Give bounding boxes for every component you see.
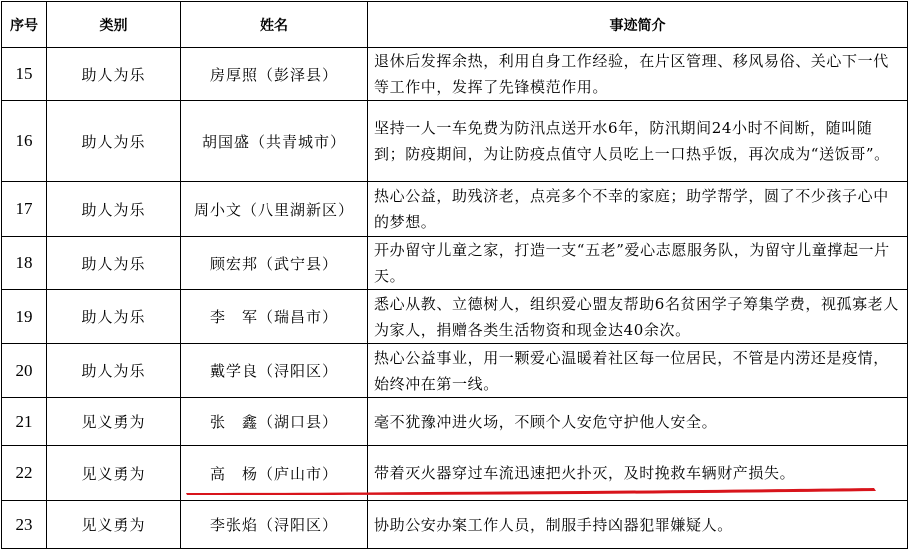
table-header-row bbox=[2, 2, 908, 48]
red-underline-annotation bbox=[184, 482, 880, 504]
table-row bbox=[2, 101, 908, 182]
row-number: 18 bbox=[2, 237, 47, 290]
row-deeds: 坚持一人一车免费为防汛点送开水6年，防汛期间24小时不间断，随叫随到；防疫期间，为让防疫点值守人员吃上一口热乎饭，再次成为“送饭哥”。 bbox=[368, 101, 908, 182]
header-name: 姓名 bbox=[181, 2, 368, 48]
row-name: 胡国盛（共青城市） bbox=[181, 101, 368, 182]
row-category: 见义勇为 bbox=[47, 446, 181, 501]
row-name: 张 鑫（湖口县） bbox=[181, 398, 368, 446]
table-row bbox=[2, 182, 908, 237]
row-name: 戴学良（浔阳区） bbox=[181, 344, 368, 398]
row-deeds: 开办留守儿童之家，打造一支“五老”爱心志愿服务队，为留守儿童撑起一片天。 bbox=[368, 237, 908, 290]
row-category: 助人为乐 bbox=[47, 101, 181, 182]
header-category: 类别 bbox=[47, 2, 181, 48]
table-row bbox=[2, 290, 908, 344]
row-category: 助人为乐 bbox=[47, 182, 181, 237]
row-category: 见义勇为 bbox=[47, 398, 181, 446]
table-row bbox=[2, 237, 908, 290]
row-number: 23 bbox=[2, 501, 47, 549]
row-name: 高 杨（庐山市） bbox=[181, 446, 368, 501]
deeds-table-container bbox=[1, 1, 908, 549]
row-category: 助人为乐 bbox=[47, 290, 181, 344]
row-deeds: 悉心从教、立德树人，组织爱心盟友帮助6名贫困学子筹集学费，视孤寡老人为家人，捐赠各类生活物资和现金达40余次。 bbox=[368, 290, 908, 344]
table-row bbox=[2, 48, 908, 101]
row-number: 17 bbox=[2, 182, 47, 237]
row-number: 15 bbox=[2, 48, 47, 101]
row-name: 李张焰（浔阳区） bbox=[181, 501, 368, 549]
row-name: 房厚照（彭泽县） bbox=[181, 48, 368, 101]
table-row bbox=[2, 398, 908, 446]
row-number: 21 bbox=[2, 398, 47, 446]
table-row bbox=[2, 344, 908, 398]
row-deeds: 协助公安办案工作人员，制服手持凶器犯罪嫌疑人。 bbox=[368, 501, 908, 549]
row-category: 助人为乐 bbox=[47, 344, 181, 398]
row-number: 20 bbox=[2, 344, 47, 398]
row-name: 顾宏邦（武宁县） bbox=[181, 237, 368, 290]
row-name: 李 军（瑞昌市） bbox=[181, 290, 368, 344]
row-number: 19 bbox=[2, 290, 47, 344]
row-deeds: 热心公益事业，用一颗爱心温暖着社区每一位居民，不管是内涝还是疫情，始终冲在第一线。 bbox=[368, 344, 908, 398]
row-deeds: 带着灭火器穿过车流迅速把火扑灭，及时挽救车辆财产损失。 bbox=[368, 446, 908, 501]
row-deeds: 热心公益，助残济老，点亮多个不幸的家庭；助学帮学，圆了不少孩子心中的梦想。 bbox=[368, 182, 908, 237]
row-number: 22 bbox=[2, 446, 47, 501]
row-category: 助人为乐 bbox=[47, 237, 181, 290]
header-no: 序号 bbox=[2, 2, 47, 48]
row-category: 助人为乐 bbox=[47, 48, 181, 101]
row-name: 周小文（八里湖新区） bbox=[181, 182, 368, 237]
deeds-table bbox=[1, 1, 908, 549]
row-deeds: 退休后发挥余热，利用自身工作经验，在片区管理、移风易俗、关心下一代等工作中，发挥了先锋模范作用。 bbox=[368, 48, 908, 101]
header-deeds: 事迹简介 bbox=[368, 2, 908, 48]
row-number: 16 bbox=[2, 101, 47, 182]
row-category: 见义勇为 bbox=[47, 501, 181, 549]
table-row bbox=[2, 501, 908, 549]
row-deeds: 毫不犹豫冲进火场，不顾个人安危守护他人安全。 bbox=[368, 398, 908, 446]
